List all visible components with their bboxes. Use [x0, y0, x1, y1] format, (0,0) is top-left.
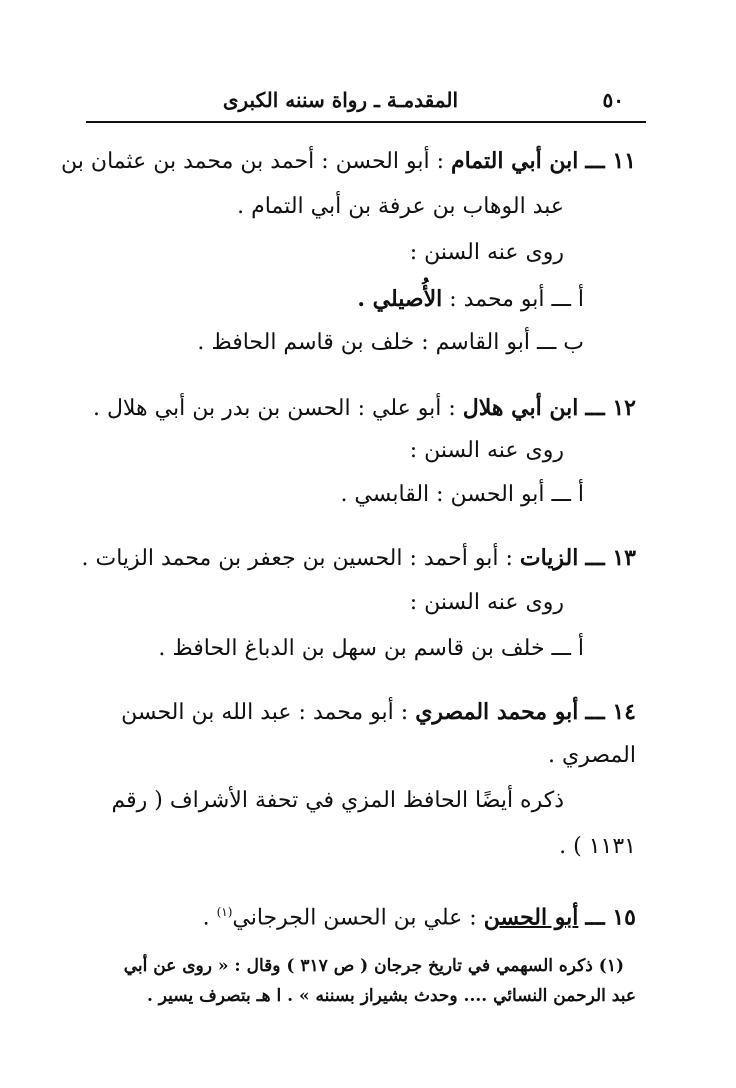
entry-number: ١٥ ـــ: [585, 904, 636, 931]
entry-11-rawa: روى عنه السنن :: [409, 240, 564, 265]
header-rule: [86, 121, 646, 123]
entry-number: ١٤ ـــ: [585, 699, 636, 725]
entry-13-rawa: روى عنه السنن :: [409, 590, 564, 615]
entry-number: ١٣ ـــ: [585, 545, 636, 571]
item-text: خلف بن قاسم بن سهل بن الدباغ الحافظ .: [158, 636, 545, 661]
item-mark: أ ـــ: [551, 482, 584, 507]
narrator-details: : أبو أحمد : الحسين بن جعفر بن محمد الزيات .: [81, 546, 513, 571]
narrator-name: أبو الحسن: [483, 904, 579, 931]
running-title: المقدمـة ـ رواة سننه الكبرى: [222, 88, 458, 112]
narrator-details: : أبو محمد : عبد الله بن الحسن: [121, 700, 409, 725]
item-text: أبو الحسن : القابسي .: [340, 482, 545, 507]
item-bold-name: الأُصيلي .: [357, 286, 443, 312]
entry-15-line1: [203, 897, 636, 933]
footnote-reference: (١): [216, 905, 233, 919]
entry-11-line2: عبد الوهاب بن عرفة بن أبي التمام .: [237, 194, 564, 219]
footnote-line1: (١) ذكره السهمي في تاريخ جرجان ( ص ٣١٧ ) وقال : « روى عن أبي: [123, 956, 624, 976]
entry-end: .: [202, 905, 217, 931]
entry-14-note-line1: ذكره أيضًا الحافظ المزي في تحفة الأشراف ( رقم: [111, 788, 564, 813]
page-number: ٥٠: [602, 88, 624, 112]
item-mark: ب ـــ: [536, 330, 584, 355]
entry-11-line1: [61, 146, 636, 177]
narrator-details: : أبو الحسن : أحمد بن محمد بن عثمان بن: [61, 149, 444, 174]
narrator-details: : علي بن الحسن الجرجاني: [232, 905, 477, 931]
item-text: أبو القاسم : خلف بن قاسم الحافظ .: [197, 330, 530, 355]
item-mark: أ ـــ: [551, 636, 584, 661]
entry-12-line1: [93, 393, 636, 424]
entry-14-line2: المصري .: [548, 743, 636, 768]
entry-11-item-a: [357, 284, 584, 315]
narrator-name: ابن أبي هلال: [462, 395, 579, 421]
narrator-name: أبو محمد المصري: [415, 699, 579, 725]
entry-number: ١١ ـــ: [585, 148, 636, 174]
entry-12-item-a: [340, 480, 584, 510]
entry-number: ١٢ ـــ: [585, 395, 636, 421]
item-mark: أ ـــ: [551, 287, 584, 312]
entry-12-rawa: روى عنه السنن :: [409, 438, 564, 463]
running-header: [86, 84, 638, 116]
entry-14-line1: [121, 697, 636, 728]
narrator-details: : أبو علي : الحسن بن بدر بن أبي هلال .: [92, 396, 456, 421]
entry-13-item-a: [158, 634, 584, 664]
narrator-name: ابن أبي التمام: [450, 148, 579, 174]
entry-13-line1: [82, 543, 636, 574]
footnote-line2: عبد الرحمن النسائي .... وحدث بشيراز بسننه » . ا هـ بتصرف يسير .: [146, 986, 636, 1006]
entry-14-note-line2: ١١٣١ ) .: [559, 834, 636, 859]
entry-11-item-b: [197, 328, 584, 358]
narrator-name: الزيات: [519, 545, 579, 571]
item-text: أبو محمد :: [449, 287, 545, 312]
